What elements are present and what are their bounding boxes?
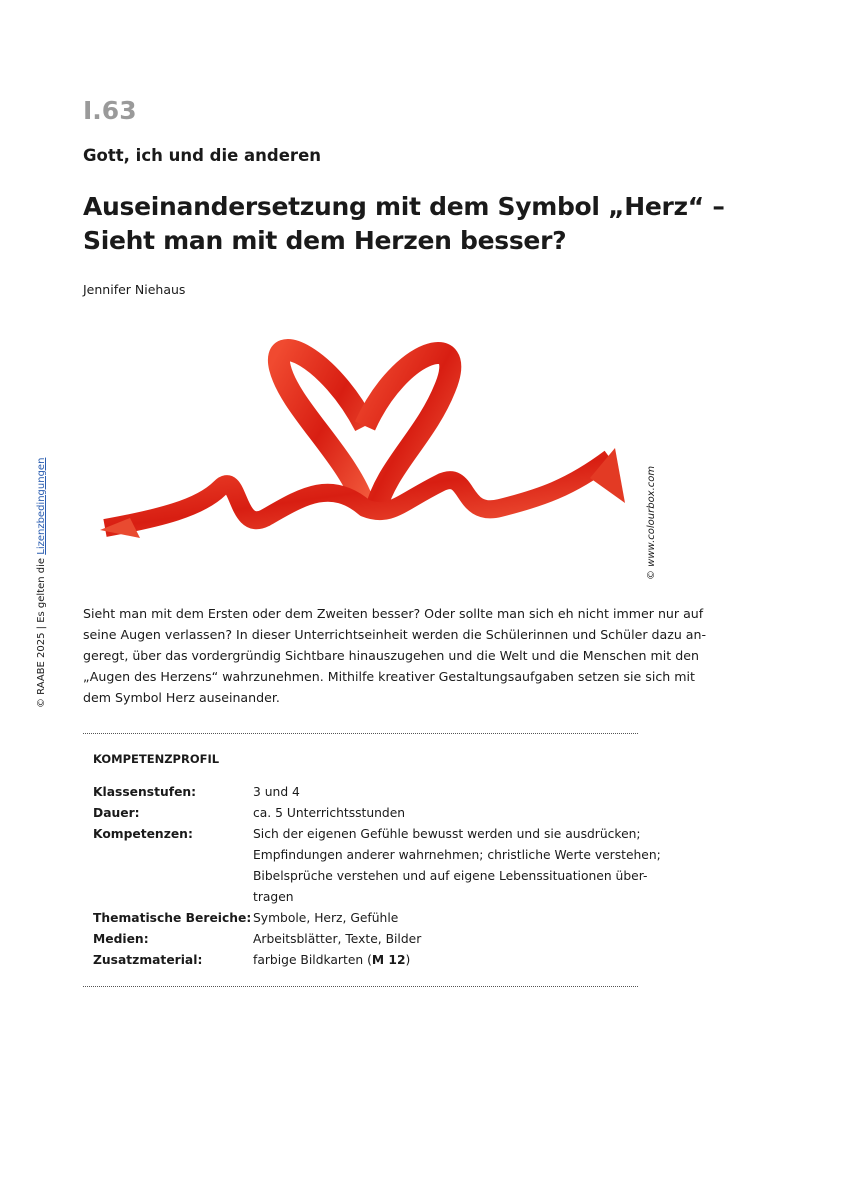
author: Jennifer Niehaus	[83, 282, 186, 297]
license-link[interactable]: Lizenzbedingungen	[36, 457, 47, 555]
profile-value-line: Empfindungen anderer wahrnehmen; christliche Werte verstehen;	[253, 848, 661, 862]
profile-label: Zusatzmaterial:	[93, 953, 203, 967]
title-line: Auseinandersetzung mit dem Symbol „Herz“ –	[83, 192, 725, 221]
profile-row	[93, 824, 661, 908]
image-credit: © www.colourbox.com	[646, 465, 657, 580]
title-line: Sieht man mit dem Herzen besser?	[83, 226, 567, 255]
profile-label: Thematische Bereiche:	[93, 911, 252, 925]
profile-value-line: farbige Bildkarten (M 12)	[253, 953, 411, 967]
intro-paragraph	[83, 603, 707, 708]
profile-row	[93, 908, 643, 929]
profile-value	[253, 803, 643, 824]
divider	[83, 733, 638, 734]
profile-label: Kompetenzen:	[93, 827, 193, 841]
intro-line: dem Symbol Herz auseinander.	[83, 690, 280, 705]
profile-label: Klassenstufen:	[93, 785, 197, 799]
intro-line: geregt, über das vordergründig Sichtbare hinauszugehen und die Welt und die Menschen mit den	[83, 648, 699, 663]
unit-code: I.63	[83, 96, 137, 125]
profile-value-line: Arbeitsblätter, Texte, Bilder	[253, 932, 422, 946]
page-title	[83, 190, 725, 258]
profile-value	[253, 782, 643, 803]
copyright-text: © RAABE 2025 | Es gelten die	[36, 554, 47, 708]
profile-value	[253, 824, 661, 908]
profile-value	[253, 908, 643, 929]
divider	[83, 986, 638, 987]
profile-value-line: 3 und 4	[253, 785, 300, 799]
profile-label: Medien:	[93, 932, 149, 946]
profile-value-line: Sich der eigenen Gefühle bewusst werden und sie ausdrücken;	[253, 827, 641, 841]
profile-value-line: Symbole, Herz, Gefühle	[253, 911, 399, 925]
profile-value	[253, 950, 643, 971]
profile-heading: KOMPETENZPROFIL	[93, 752, 220, 766]
intro-line: seine Augen verlassen? In dieser Unterrichtseinheit werden die Schülerinnen und Schüler dazu an-	[83, 627, 707, 642]
intro-line: „Augen des Herzens“ wahrzunehmen. Mithilfe kreativer Gestaltungsaufgaben setzen sie sich mit	[83, 669, 695, 684]
copyright-note	[36, 458, 47, 708]
profile-value-line: tragen	[253, 890, 294, 904]
profile-value-line: Bibelsprüche verstehen und auf eigene Lebenssituationen über-	[253, 869, 648, 883]
profile-row	[93, 782, 643, 803]
category-heading: Gott, ich und die anderen	[83, 146, 322, 165]
profile-table	[93, 782, 661, 971]
profile-row	[93, 803, 643, 824]
profile-value-line: ca. 5 Unterrichtsstunden	[253, 806, 406, 820]
ribbon-heart-image	[100, 318, 630, 580]
profile-row	[93, 950, 643, 971]
profile-row	[93, 929, 643, 950]
profile-value	[253, 929, 643, 950]
profile-label: Dauer:	[93, 806, 140, 820]
intro-line: Sieht man mit dem Ersten oder dem Zweiten besser? Oder sollte man sich eh nicht immer nur auf	[83, 606, 704, 621]
